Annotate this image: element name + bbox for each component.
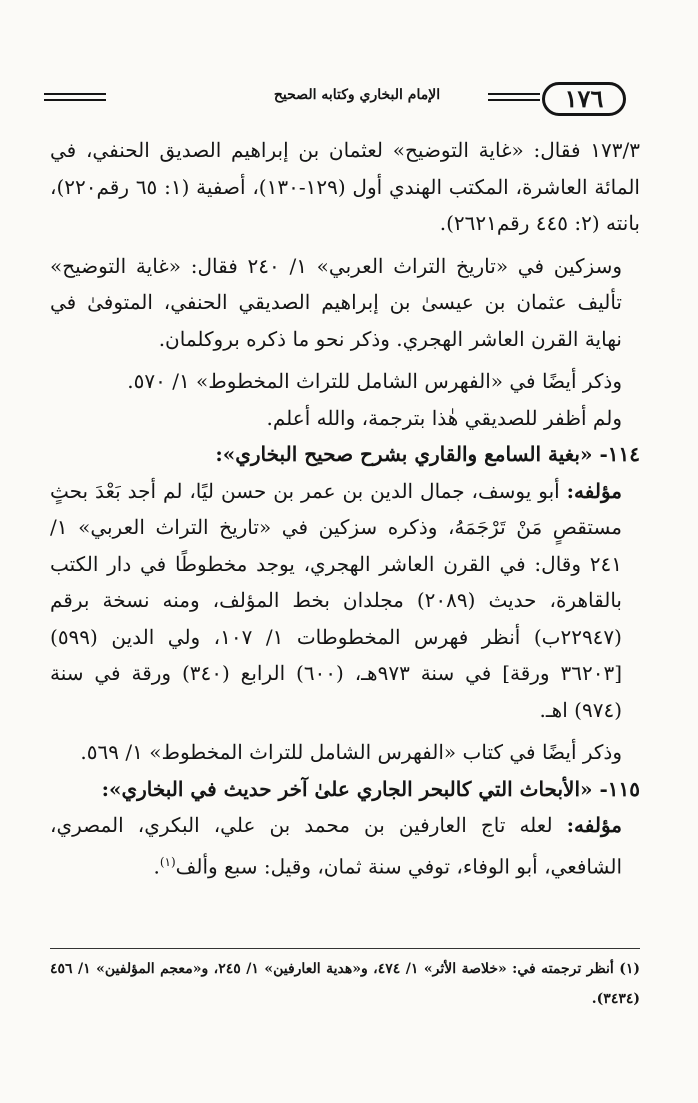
entry-115-author: مؤلفه: لعله تاج العارفين بن محمد بن علي، البكري، المصري، الشافعي، أبو الوفاء، توفي سنة ثمان، وقيل: سبع وألف$^{(١)}$. <box>50 813 622 879</box>
paragraph-fihris: وذكر أيضًا في «الفهرس الشامل للتراث المخطوط» ١/ ٥٧٠. <box>127 369 622 393</box>
paragraph-no-biography: ولم أظفر للصديقي هٰذا بترجمة، والله أعلم. <box>266 405 622 430</box>
footnote-text: أنظر ترجمته في: «خلاصة الأثر» ١/ ٤٧٤، و«هدية العارفين» ١/ ٢٤٥، و«معجم المؤلفين» ١/ ٤٥٦ (٣٤٣٤). <box>50 961 640 1007</box>
entry-115-author-text: لعله تاج العارفين بن محمد بن علي، البكري، المصري، الشافعي، أبو الوفاء، توفي سنة ثمان، وقيل: سبع وألف <box>50 813 622 879</box>
footnote-marker[interactable]: (١) <box>159 854 176 869</box>
paragraph-entry113-ref: ١٧٣/٣ فقال: «غاية التوضيح» لعثمان بن إبراهيم الصديق الحنفي، في المائة العاشرة، المكتب الهندي أول (١٢٩-١٣٠)، أصفية (١: ٦٥ رقم٢٢٠)، بانته (٢: ٤٤٥ رقم٢٦٢١). <box>50 138 641 235</box>
footnote <box>50 954 640 1014</box>
entry-115-heading: ١١٥- «الأبحاث التي كالبحر الجاري علىٰ آخر حديث في البخاري»: <box>101 776 640 801</box>
page-number: ١٧٦ <box>542 82 626 116</box>
header-rule-left <box>44 93 106 101</box>
entry-114-author <box>50 473 640 729</box>
footnote-rule <box>50 948 640 949</box>
header-rule-right <box>488 93 540 101</box>
footnote-number: (١) <box>619 961 640 977</box>
entry-114-heading: ١١٤- «بغية السامع والقاري بشرح صحيح البخاري»: <box>215 442 640 466</box>
main-text <box>50 132 640 885</box>
paragraph-fihris-2: وذكر أيضًا في كتاب «الفهرس الشامل للتراث المخطوط» ١/ ٥٦٩. <box>80 740 622 764</box>
running-title: الإمام البخاري وكتابه الصحيح <box>273 87 441 103</box>
author-label-2: مؤلفه: <box>566 813 622 837</box>
page-header <box>44 82 626 118</box>
entry-114-author-text: أبو يوسف، جمال الدين بن عمر بن حسن ليًا، لم أجد بَعْدَ بحثٍ مستقصٍ مَنْ تَرْجَمَهُ، وذكره سزكين في «تاريخ التراث العربي» ١/ ٢٤١ وقال: في القرن العاشر الهجري، يوجد مخطوطًا في دار الكتب بالقاهرة، حديث (٢٠٨٩) مجلدان بخط المؤلف، ومنه نسخة برقم (٢٢٩٤٧ب) أنظر فهرس المخطوطات ١/ ١٠٧، ولي الدين (٥٩٩) [٣٦٢٠٣ ورقة] في سنة ٩٧٣هـ، (٦٠٠) الرابع (٣٤٠) ورقة في سنة (٩٧٤) اهـ. <box>50 478 622 722</box>
paragraph-sezgin: وسزكين في «تاريخ التراث العربي» ١/ ٢٤٠ فقال: «غاية التوضيح» تأليف عثمان بن عيسىٰ بن إبراهيم الصديقي الحنفي، المتوفىٰ في نهاية القرن العاشر الهجري. وذكر نحو ما ذكره بروكلمان. <box>50 253 622 351</box>
author-label: مؤلفه: <box>566 478 623 503</box>
